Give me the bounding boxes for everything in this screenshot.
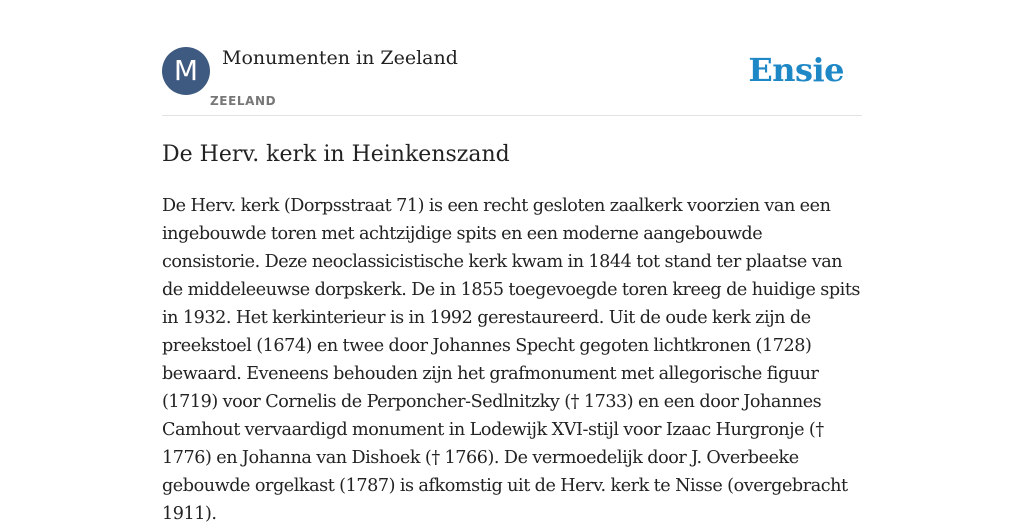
header bbox=[162, 46, 862, 116]
body-line: preekstoel (1674) en twee door Johannes Specht gegoten lichtkronen (1728) bbox=[162, 336, 812, 356]
article-title: De Herv. kerk in Heinkenszand bbox=[162, 142, 510, 167]
body-line: consistorie. Deze neoclassicistische kerk kwam in 1844 tot stand ter plaatse van bbox=[162, 252, 843, 272]
category-label[interactable]: ZEELAND bbox=[210, 94, 277, 108]
body-line: (1719) voor Cornelis de Perponcher-Sedlnitzky († 1733) en een door Johannes bbox=[162, 392, 822, 412]
avatar[interactable]: M bbox=[162, 47, 210, 95]
body-line: 1776) en Johanna van Dishoek († 1766). De vermoedelijk door J. Overbeeke bbox=[162, 448, 799, 468]
divider bbox=[162, 115, 862, 116]
article-body bbox=[162, 192, 862, 528]
body-line: De Herv. kerk (Dorpsstraat 71) is een recht gesloten zaalkerk voorzien van een bbox=[162, 196, 831, 216]
body-line: 1911). bbox=[162, 504, 217, 524]
body-line: bewaard. Eveneens behouden zijn het grafmonument met allegorische figuur bbox=[162, 364, 819, 384]
body-line: ingebouwde toren met achtzijdige spits en een moderne aangebouwde bbox=[162, 224, 763, 244]
brand-logo[interactable]: Ensie bbox=[748, 51, 844, 89]
body-line: Camhout vervaardigd monument in Lodewijk XVI-stijl voor Izaac Hurgronje († bbox=[162, 420, 824, 440]
body-line: in 1932. Het kerkinterieur is in 1992 gerestaureerd. Uit de oude kerk zijn de bbox=[162, 308, 811, 328]
source-title[interactable]: Monumenten in Zeeland bbox=[222, 47, 458, 69]
body-line: gebouwde orgelkast (1787) is afkomstig uit de Herv. kerk te Nisse (overgebracht bbox=[162, 476, 848, 496]
body-line: de middeleeuwse dorpskerk. De in 1855 toegevoegde toren kreeg de huidige spits bbox=[162, 280, 861, 300]
